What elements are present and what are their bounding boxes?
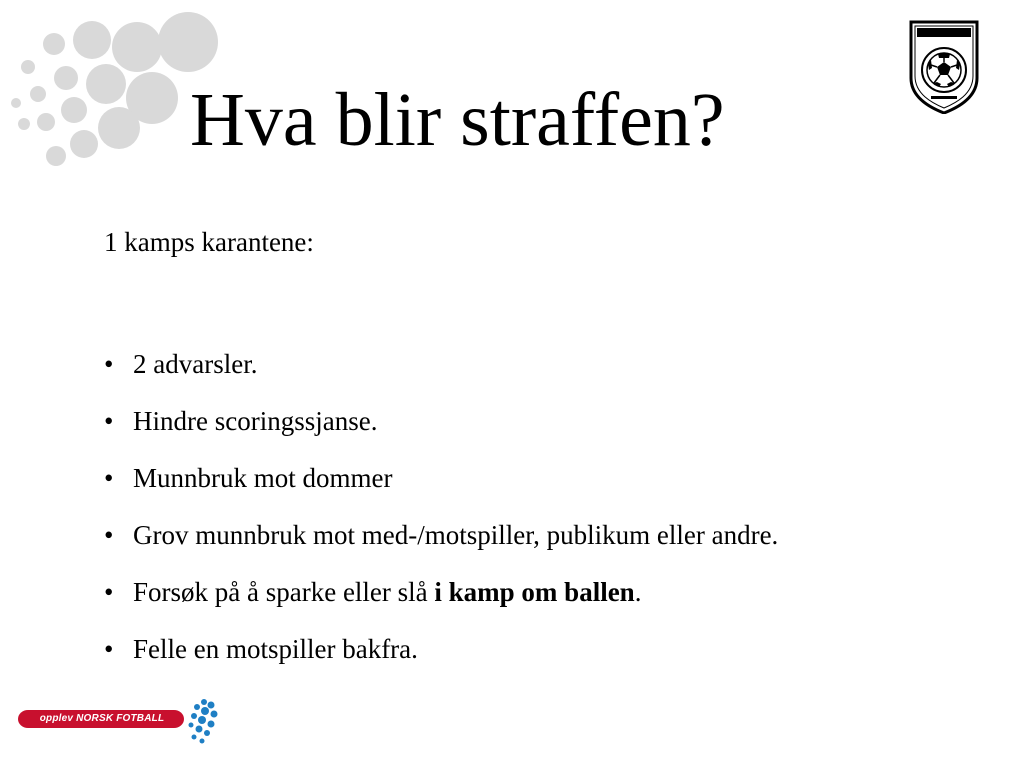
bullet-text: Hindre scoringssjanse. (133, 406, 378, 436)
bullet-text (133, 577, 641, 607)
football-dots-icon (180, 696, 220, 746)
bullet-point: • (104, 520, 114, 550)
oslo-fotballkrets-emblem-logo (905, 18, 983, 114)
bullet-item (104, 633, 778, 690)
intro-text: 1 kamps karantene: (104, 227, 314, 257)
bullet-item (104, 405, 778, 462)
bullet-text-bold: i kamp om ballen (434, 577, 635, 607)
bullet-item (104, 462, 778, 519)
bullet-point: • (104, 634, 114, 664)
penalty-bullet-list (104, 348, 778, 690)
bullet-text: 2 advarsler. (133, 349, 258, 379)
bullet-point: • (104, 463, 114, 493)
opplev-norsk-fotball-logo (18, 696, 218, 746)
bullet-text-end: . (634, 577, 642, 607)
bullet-point: • (104, 349, 114, 379)
bullet-text: Munnbruk mot dommer (133, 463, 393, 493)
bullet-point: • (104, 577, 114, 607)
bullet-text: Felle en motspiller bakfra. (133, 634, 418, 664)
slide-title: Hva blir straffen? (190, 78, 725, 162)
bullet-point: • (104, 406, 114, 436)
bullet-item (104, 576, 778, 633)
bullet-text: Grov munnbruk mot med-/motspiller, publikum eller andre. (133, 520, 779, 550)
bullet-item (104, 348, 778, 405)
bullet-item (104, 519, 778, 576)
footer-logo-text: opplev NORSK FOTBALL (39, 713, 165, 724)
bullet-text-plain: Forsøk på å sparke eller slå (133, 577, 435, 607)
